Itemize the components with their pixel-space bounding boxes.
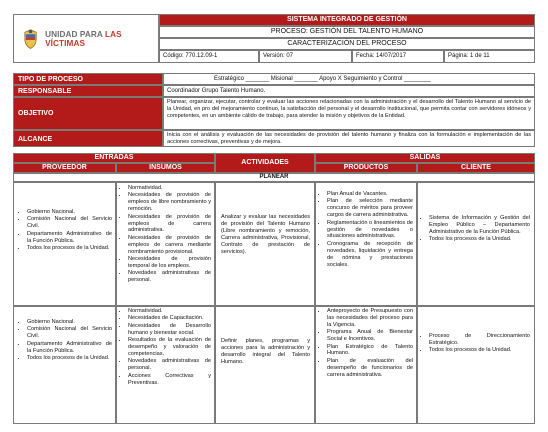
insumos-header: INSUMOS — [116, 163, 215, 173]
salidas-header: SALIDAS — [315, 153, 535, 163]
row1-cliente — [417, 182, 535, 306]
list-item: • Necesidades de provisión temporal de los empleos. — [128, 256, 211, 270]
logo-text-prefix: UNIDAD PARA — [45, 29, 105, 39]
list-item: • Comisión Nacional del Servicio Civil. — [27, 216, 112, 230]
entradas-header: ENTRADAS — [13, 153, 215, 163]
list-item: • Normatividad. — [128, 308, 211, 315]
system-title: SISTEMA INTEGRADO DE GESTIÓN — [159, 14, 535, 26]
alcance-label: ALCANCE — [13, 130, 163, 147]
list-item: • Gobierno Nacional. — [27, 319, 112, 326]
proveedor-header: PROVEEDOR — [13, 163, 116, 173]
row2-insumos — [116, 306, 215, 424]
list-item: • Proceso de Direccionamiento Estratégico. — [429, 333, 530, 347]
list-item: • Plan Estratégico de Talento Humano. — [327, 344, 413, 358]
list-item: • Anteproyecto de Presupuesto con las necesidades del proceso para la Vigencia. — [327, 308, 413, 329]
list-item: • Comisión Nacional del Servicio Civil. — [27, 326, 112, 340]
list-item: • Novedades administrativas de personal. — [128, 358, 211, 372]
list-item: • Plan de selección mediante concurso de méritos para proveer cargos de carrera administrativa. — [327, 198, 413, 219]
list-item: • Plan Anual de Vacantes. — [327, 191, 413, 198]
row2-insumos-list — [119, 308, 211, 386]
list-item: • Necesidades de provisión de empleos de carrera mediante nombramiento provisional. — [128, 235, 211, 256]
document-page: Página: 1 de 11 — [444, 50, 535, 63]
row2-productos-list — [318, 308, 413, 379]
list-item: • Normatividad. — [128, 185, 211, 192]
row1-proveedor — [13, 182, 116, 306]
row1-cliente-list — [420, 215, 530, 243]
responsable-label: RESPONSABLE — [13, 85, 163, 97]
list-item: • Departamento Administrativo de la Función Pública. — [27, 231, 112, 245]
list-item: • Cronograma de recepción de novedades, liquidación y entrega de nómina y prestaciones sociales. — [327, 241, 413, 269]
row1-insumos — [116, 182, 215, 306]
cliente-header: CLIENTE — [417, 163, 535, 173]
logo-box — [13, 14, 159, 63]
document-code: Código: 770.12.09-1 — [159, 50, 259, 63]
list-item: • Necesidades de Desarrollo humano y bienestar social. — [128, 323, 211, 337]
list-item: • Sistema de Información y Gestión del Empleo Público – Departamento Administrativo de la Función Pública. — [429, 215, 530, 236]
row1-productos-list — [318, 191, 413, 268]
list-item: • Todos los procesos de la Unidad. — [27, 245, 112, 252]
list-item: • Programa Anual de Bienestar Social e Incentivos. — [327, 329, 413, 343]
list-item: • Todos los procesos de la Unidad. — [429, 347, 530, 354]
tipo-proceso-label: TIPO DE PROCESO — [13, 73, 163, 85]
alcance-value: Inicia con el análisis y evaluación de las necesidades de provisión del talento humano y finaliza con la formulación e implementación de las acciones correctivas, preventivas y de mejora. — [163, 130, 535, 147]
list-item: • Gobierno Nacional. — [27, 209, 112, 216]
objetivo-value: Planear, organizar, ejecutar, controlar y evaluar las acciones relacionadas con la administración y el desarrollo del Talento Humano al servicio de la Unidad, en pro del mejoramiento continuo, la satisfacción del personal y el desarrollo institucional, que permita contar con servidores idóneos y competentes, en un ambiente cálido de trabajo, para atender la misión y objetivos de la Entidad. — [163, 97, 535, 130]
document-date: Fecha: 14/07/2017 — [352, 50, 444, 63]
row2-proveedor — [13, 306, 116, 424]
responsable-value: Coordinador Grupo Talento Humano. — [163, 85, 535, 97]
document-version: Versión: 07 — [259, 50, 352, 63]
phase-planear: PLANEAR — [13, 173, 535, 182]
list-item: • Acciones Correctivas y Preventivas. — [128, 373, 211, 387]
logo-text — [45, 30, 158, 48]
row2-cliente-list — [420, 333, 530, 354]
list-item: • Plan de evaluación del desempeño de funcionarios de carrera administrativa. — [327, 358, 413, 379]
list-item: • Todos los procesos de la Unidad. — [27, 355, 112, 362]
list-item: • Necesidades de Capacitación. — [128, 315, 211, 322]
row2-cliente — [417, 306, 535, 424]
list-item: • Necesidades de provisión de empleos de carrera administrativa. — [128, 214, 211, 235]
row2-actividad: Definir planes, programas y acciones para la administración y desarrollo integral del Talento Humano. — [215, 306, 315, 424]
row1-insumos-list — [119, 185, 211, 284]
row1-proveedor-list — [18, 209, 112, 252]
productos-header: PRODUCTOS — [315, 163, 417, 173]
characterization-title: CARACTERIZACIÓN DEL PROCESO — [159, 38, 535, 50]
actividades-header: ACTIVIDADES — [215, 153, 315, 173]
tipo-proceso-value: Estratégico _______ Misional _______ Apoyo X Seguimiento y Control ________ — [163, 73, 535, 85]
row1-productos — [315, 182, 417, 306]
colombia-coat-of-arms-icon — [22, 28, 39, 50]
list-item: • Resultados de la evaluación de desempeño y valoración de competencias. — [128, 337, 211, 358]
logo-text-accent: LAS VÍCTIMAS — [45, 29, 122, 48]
objetivo-label: OBJETIVO — [13, 97, 163, 130]
row2-proveedor-list — [18, 319, 112, 362]
list-item: • Reglamentación o lineamientos de gestión de novedades o situaciones administrativas. — [327, 220, 413, 241]
list-item: • Todos los procesos de la Unidad. — [429, 236, 530, 243]
process-title: PROCESO: GESTIÓN DEL TALENTO HUMANO — [159, 26, 535, 38]
list-item: • Necesidades de provisión de empleos de libre nombramiento y remoción. — [128, 192, 211, 213]
row2-productos — [315, 306, 417, 424]
list-item: • Novedades administrativas de personal. — [128, 270, 211, 284]
row1-actividad: Analizar y evaluar las necesidades de provisión del Talento Humano (Libre nombramiento y remoción, Carrera administrativa, Provisional, Contrato de prestación de servicios). — [215, 182, 315, 306]
list-item: • Departamento Administrativo de la Función Pública. — [27, 341, 112, 355]
